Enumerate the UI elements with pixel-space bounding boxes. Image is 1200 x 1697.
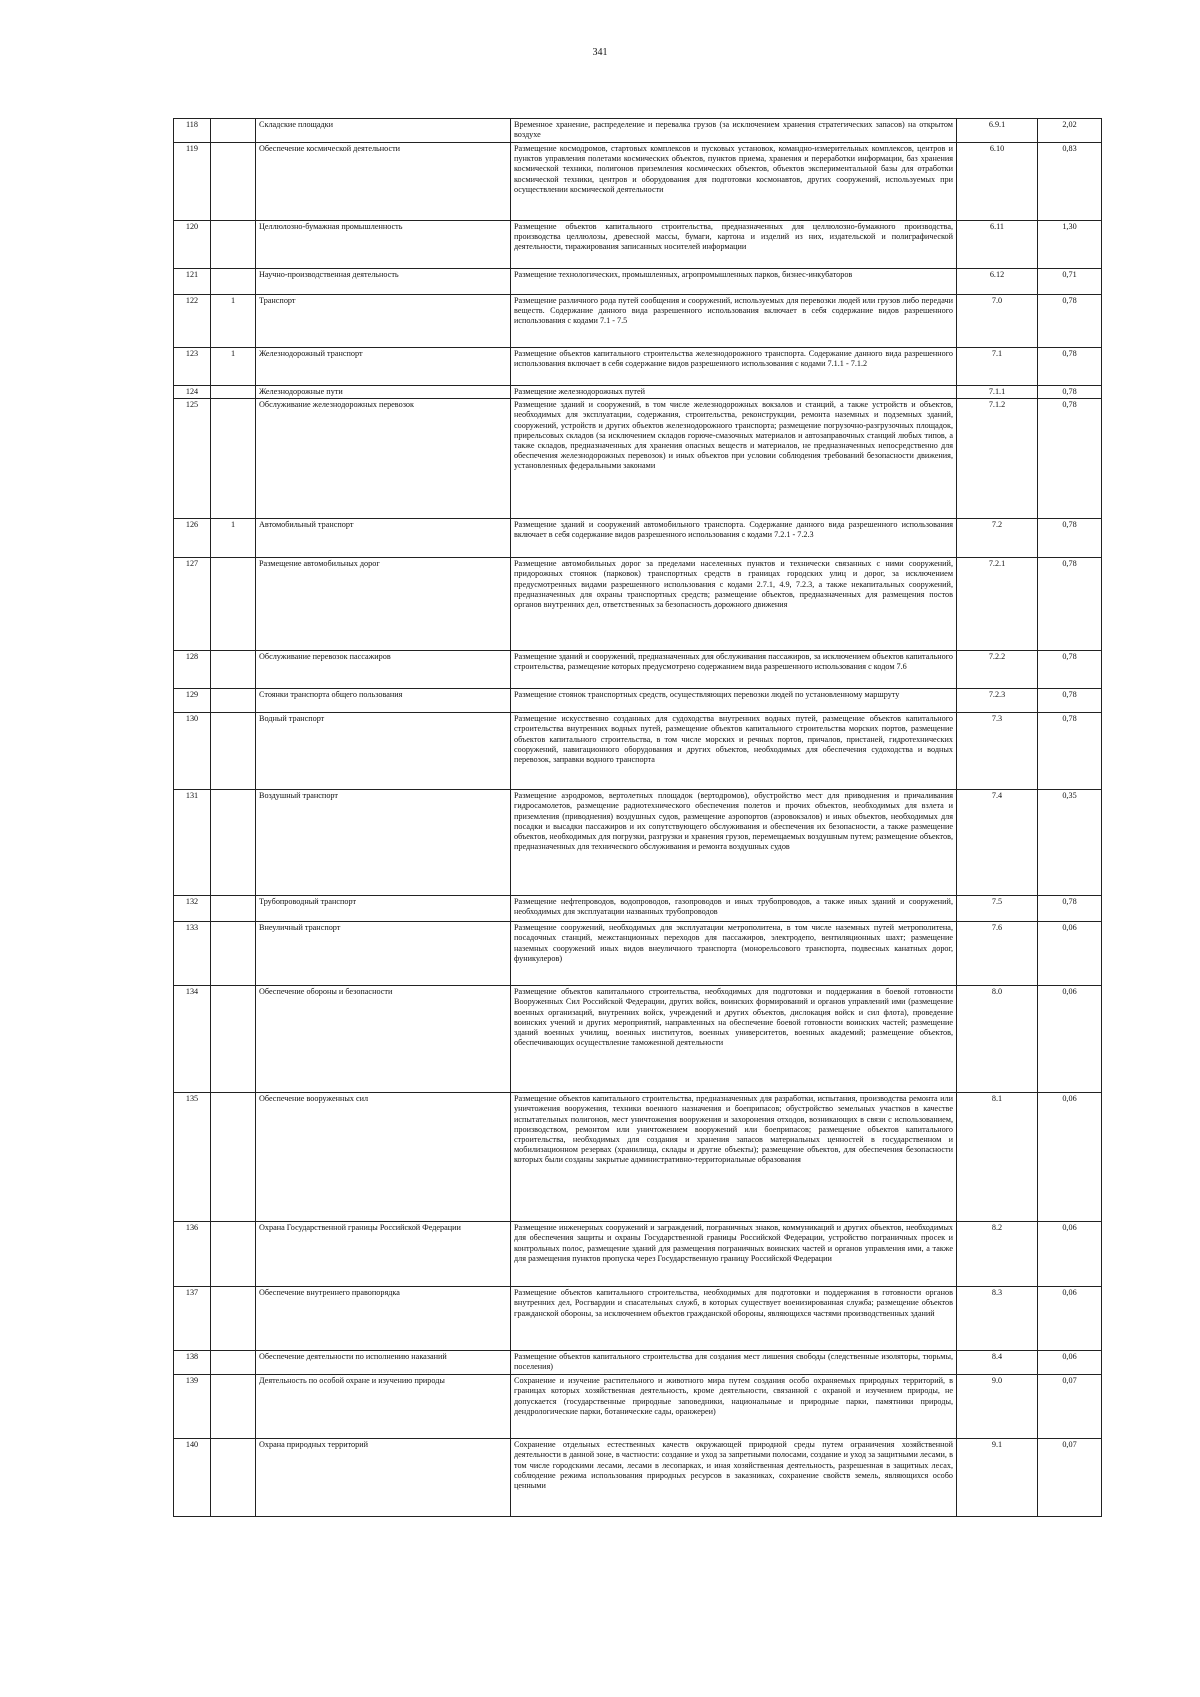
- row-number: 131: [174, 790, 211, 896]
- use-type-description: Размещение объектов капитального строительства для создания мест лишения свободы (следственные изоляторы, тюрьмы, поселения): [511, 1351, 957, 1375]
- use-type-description: Размещение железнодорожных путей: [511, 386, 957, 399]
- row-level: [211, 269, 256, 295]
- use-type-code: 7.4: [957, 790, 1038, 896]
- row-level: [211, 1093, 256, 1222]
- use-type-code: 7.5: [957, 896, 1038, 922]
- coefficient-value: 0,83: [1038, 143, 1102, 221]
- row-number: 130: [174, 713, 211, 790]
- row-level: [211, 713, 256, 790]
- use-type-name: Целлюлозно-бумажная промышленность: [256, 221, 511, 269]
- row-number: 138: [174, 1351, 211, 1375]
- use-type-name: Транспорт: [256, 295, 511, 348]
- use-type-code: 7.3: [957, 713, 1038, 790]
- row-level: [211, 986, 256, 1093]
- use-type-description: Размещение автомобильных дорог за пределами населенных пунктов и технически связанных с ними сооружений, придорожных стоянок (парковок) транспортных средств в границах городских улиц и дорог, за исключением предусмотренных видами разрешенного использования с кодами 2.7.1, 4.9, 7.2.3, а также некапитальных сооружений, предназначенных для охраны транспортных средств; размещение объектов, предназначенных для размещения постов органов внутренних дел, ответственных за безопасность дорожного движения: [511, 558, 957, 651]
- coefficient-value: 0,06: [1038, 1093, 1102, 1222]
- row-level: 1: [211, 519, 256, 558]
- coefficient-value: 2,02: [1038, 119, 1102, 143]
- row-level: [211, 1439, 256, 1517]
- row-level: [211, 119, 256, 143]
- use-type-code: 6.10: [957, 143, 1038, 221]
- table-row: [174, 143, 1102, 221]
- row-level: [211, 1222, 256, 1287]
- coefficient-value: 0,06: [1038, 1351, 1102, 1375]
- use-type-name: Научно-производственная деятельность: [256, 269, 511, 295]
- coefficient-value: 0,78: [1038, 399, 1102, 519]
- table-row: [174, 896, 1102, 922]
- use-type-name: Обслуживание железнодорожных перевозок: [256, 399, 511, 519]
- use-type-code: 8.1: [957, 1093, 1038, 1222]
- use-type-description: Временное хранение, распределение и перевалка грузов (за исключением хранения стратегических запасов) на открытом воздухе: [511, 119, 957, 143]
- use-type-description: Размещение зданий и сооружений автомобильного транспорта. Содержание данного вида разрешенного использования включает в себя содержание видов разрешенного использования с кодами 7.2.1 - 7.2.3: [511, 519, 957, 558]
- row-level: [211, 399, 256, 519]
- table-row: [174, 1093, 1102, 1222]
- use-type-name: Охрана природных территорий: [256, 1439, 511, 1517]
- table-row: [174, 119, 1102, 143]
- use-type-description: Размещение зданий и сооружений, предназначенных для обслуживания пассажиров, за исключением объектов капитального строительства, размещение которых предусмотрено содержанием вида разрешенного использования с кодом 7.6: [511, 651, 957, 689]
- row-level: [211, 558, 256, 651]
- row-number: 127: [174, 558, 211, 651]
- use-type-code: 7.1.2: [957, 399, 1038, 519]
- use-type-name: Деятельность по особой охране и изучению природы: [256, 1375, 511, 1439]
- use-type-description: Размещение объектов капитального строительства, предназначенных для целлюлозно-бумажного производства, производства целлюлозы, древесной массы, бумаги, картона и изделий из них, издательской и полиграфической деятельности, тиражирования записанных носителей информации: [511, 221, 957, 269]
- use-type-name: Охрана Государственной границы Российской Федерации: [256, 1222, 511, 1287]
- table-row: [174, 1351, 1102, 1375]
- coefficient-value: 0,78: [1038, 295, 1102, 348]
- table-row: [174, 399, 1102, 519]
- use-type-code: 7.0: [957, 295, 1038, 348]
- row-number: 126: [174, 519, 211, 558]
- coefficient-value: 0,06: [1038, 922, 1102, 986]
- row-number: 118: [174, 119, 211, 143]
- table-row: [174, 1222, 1102, 1287]
- use-type-description: Размещение космодромов, стартовых комплексов и пусковых установок, командно-измерительных комплексов, центров и пунктов управления полетами космических объектов, пунктов приема, хранения и переработки информации, баз хранения космической техники, полигонов приземления космических объектов, объектов экспериментальной базы для отработки космической техники, центров и оборудования для подготовки космонавтов, других сооружений, используемых при осуществлении космической деятельности: [511, 143, 957, 221]
- coefficient-value: 0,78: [1038, 386, 1102, 399]
- use-type-code: 9.0: [957, 1375, 1038, 1439]
- use-type-description: Размещение объектов капитального строительства, предназначенных для разработки, испытания, производства ремонта или уничтожения вооружения, техники военного назначения и боеприпасов; обустройство земельных участков в качестве испытательных полигонов, мест уничтожения вооружения и захоронения отходов, возникающих в связи с использованием, производством, ремонтом или уничтожением вооружений или боеприпасов; размещение объектов капитального строительства, необходимых для создания и хранения запасов материальных ценностей в государственном и мобилизационном резервах (хранилища, склады и другие объекты); размещение объектов, для обеспечения безопасности которых были созданы закрытые административно-территориальные образования: [511, 1093, 957, 1222]
- row-level: [211, 1375, 256, 1439]
- table-body: [174, 119, 1102, 1517]
- coefficient-value: 0,06: [1038, 1222, 1102, 1287]
- table-row: [174, 348, 1102, 386]
- row-number: 120: [174, 221, 211, 269]
- use-type-description: Размещение объектов капитального строительства, необходимых для подготовки и поддержания в готовности органов внутренних дел, Росгвардии и спасательных служб, в которых существует военизированная служба; размещение объектов гражданской обороны, за исключением объектов гражданской обороны, являющихся частями производственных зданий: [511, 1287, 957, 1351]
- use-type-code: 7.2.3: [957, 689, 1038, 713]
- use-type-description: Размещение инженерных сооружений и заграждений, пограничных знаков, коммуникаций и других объектов, необходимых для обеспечения защиты и охраны Государственной границы Российской Федерации, устройство пограничных просек и контрольных полос, размещение зданий для размещения пограничных воинских частей и органов управления ими, а также для размещения пунктов пропуска через Государственную границу Российской Федерации: [511, 1222, 957, 1287]
- coefficient-value: 0,35: [1038, 790, 1102, 896]
- table-row: [174, 1375, 1102, 1439]
- use-type-description: Размещение зданий и сооружений, в том числе железнодорожных вокзалов и станций, а также устройств и объектов, необходимых для эксплуатации, содержания, строительства, реконструкции, ремонта наземных и подземных зданий, сооружений, устройств и других объектов железнодорожного транспорта; размещение погрузочно-разгрузочных площадок, прирельсовых складов (за исключением складов горюче-смазочных материалов и автозаправочных станций любых типов, а также складов, предназначенных для хранения опасных веществ и материалов, не предназначенных непосредственно для обеспечения железнодорожных перевозок) и иных объектов при условии соблюдения требований безопасности движения, установленных федеральными законами: [511, 399, 957, 519]
- use-type-code: 7.2.2: [957, 651, 1038, 689]
- use-type-name: Стоянки транспорта общего пользования: [256, 689, 511, 713]
- use-type-description: Размещение объектов капитального строительства, необходимых для подготовки и поддержания в боевой готовности Вооруженных Сил Российской Федерации, других войск, воинских формирований и органов управлений ими (размещение военных организаций, внутренних войск, учреждений и других объектов, дислокация войск и сил флота), проведение воинских учений и других мероприятий, направленных на обеспечение боевой готовности воинских частей; размещение зданий военных училищ, военных институтов, военных университетов, военных академий; размещение объектов, обеспечивающих осуществление таможенной деятельности: [511, 986, 957, 1093]
- coefficient-value: 0,78: [1038, 651, 1102, 689]
- row-level: [211, 922, 256, 986]
- use-type-description: Размещение объектов капитального строительства железнодорожного транспорта. Содержание данного вида разрешенного использования включает в себя содержание видов разрешенного использования с кодами 7.1.1 - 7.1.2: [511, 348, 957, 386]
- row-level: [211, 689, 256, 713]
- table-row: [174, 986, 1102, 1093]
- use-type-code: 7.1.1: [957, 386, 1038, 399]
- page-number: 341: [592, 47, 608, 58]
- use-type-code: 7.6: [957, 922, 1038, 986]
- coefficient-value: 0,78: [1038, 689, 1102, 713]
- row-level: [211, 221, 256, 269]
- row-number: 133: [174, 922, 211, 986]
- row-number: 137: [174, 1287, 211, 1351]
- use-type-description: Размещение различного рода путей сообщения и сооружений, используемых для перевозки людей или грузов либо передачи веществ. Содержание данного вида разрешенного использования включает в себя содержание видов разрешенного использования с кодами 7.1 - 7.5: [511, 295, 957, 348]
- coefficient-value: 0,06: [1038, 1287, 1102, 1351]
- coefficient-value: 0,78: [1038, 896, 1102, 922]
- coefficient-value: 0,78: [1038, 558, 1102, 651]
- use-type-name: Воздушный транспорт: [256, 790, 511, 896]
- use-type-description: Размещение аэродромов, вертолетных площадок (вертодромов), обустройство мест для приводнения и причаливания гидросамолетов, размещение радиотехнического обеспечения полетов и прочих объектов, необходимых для взлета и приземления (приводнения) воздушных судов, размещение аэропортов (аэровокзалов) и иных объектов, необходимых для посадки и высадки пассажиров и их сопутствующего обслуживания и обеспечения их безопасности, а также размещение объектов, необходимых для погрузки, разгрузки и хранения грузов, перемещаемых воздушным путем; размещение объектов, предназначенных для технического обслуживания и ремонта воздушных судов: [511, 790, 957, 896]
- use-type-code: 7.1: [957, 348, 1038, 386]
- table-row: [174, 651, 1102, 689]
- row-level: [211, 651, 256, 689]
- row-number: 125: [174, 399, 211, 519]
- use-type-name: Водный транспорт: [256, 713, 511, 790]
- row-number: 123: [174, 348, 211, 386]
- use-type-code: 8.3: [957, 1287, 1038, 1351]
- row-number: 124: [174, 386, 211, 399]
- table-row: [174, 558, 1102, 651]
- table-row: [174, 790, 1102, 896]
- use-type-name: Обеспечение космической деятельности: [256, 143, 511, 221]
- use-type-code: 6.11: [957, 221, 1038, 269]
- table-row: [174, 519, 1102, 558]
- row-number: 122: [174, 295, 211, 348]
- use-type-code: 6.12: [957, 269, 1038, 295]
- row-level: 1: [211, 295, 256, 348]
- coefficient-value: 0,07: [1038, 1439, 1102, 1517]
- table-row: [174, 922, 1102, 986]
- row-level: [211, 143, 256, 221]
- use-type-description: Сохранение отдельных естественных качеств окружающей природной среды путем ограничения хозяйственной деятельности в данной зоне, в частности: создание и уход за запретными полосами, создание и уход за защитными лесами, в том числе городскими лесами, лесами в лесопарках, и иная хозяйственная деятельность, разрешенная в защитных лесах, соблюдение режима использования природных ресурсов в заказниках, сохранение свойств земель, являющихся особо ценными: [511, 1439, 957, 1517]
- row-level: [211, 1351, 256, 1375]
- use-type-description: Размещение искусственно созданных для судоходства внутренних водных путей, размещение объектов капитального строительства внутренних водных путей, размещение объектов капитального строительства морских портов, размещение объектов капитального строительства, в том числе морских и речных портов, причалов, пристаней, гидротехнических сооружений, навигационного оборудования и других объектов, необходимых для обеспечения судоходства и водных перевозок, заправки водного транспорта: [511, 713, 957, 790]
- use-type-name: Обслуживание перевозок пассажиров: [256, 651, 511, 689]
- use-type-code: 6.9.1: [957, 119, 1038, 143]
- row-number: 135: [174, 1093, 211, 1222]
- use-type-name: Обеспечение вооруженных сил: [256, 1093, 511, 1222]
- use-type-name: Обеспечение обороны и безопасности: [256, 986, 511, 1093]
- use-type-name: Обеспечение внутреннего правопорядка: [256, 1287, 511, 1351]
- use-type-code: 8.0: [957, 986, 1038, 1093]
- row-number: 140: [174, 1439, 211, 1517]
- use-type-description: Размещение сооружений, необходимых для эксплуатации метрополитена, в том числе наземных путей метрополитена, посадочных станций, межстанционных переходов для пассажиров, электродепо, вентиляционных шахт; размещение наземных сооружений иных видов внеуличного транспорта (монорельсового транспорта, подвесных канатных дорог, фуникулеров): [511, 922, 957, 986]
- row-level: [211, 1287, 256, 1351]
- table-row: [174, 713, 1102, 790]
- use-type-name: Внеуличный транспорт: [256, 922, 511, 986]
- table-row: [174, 295, 1102, 348]
- row-number: 121: [174, 269, 211, 295]
- use-type-description: Размещение стоянок транспортных средств, осуществляющих перевозки людей по установленному маршруту: [511, 689, 957, 713]
- row-number: 119: [174, 143, 211, 221]
- row-number: 134: [174, 986, 211, 1093]
- row-level: [211, 896, 256, 922]
- coefficient-value: 0,78: [1038, 348, 1102, 386]
- use-type-code: 8.4: [957, 1351, 1038, 1375]
- use-type-name: Автомобильный транспорт: [256, 519, 511, 558]
- use-type-description: Размещение технологических, промышленных, агропромышленных парков, бизнес-инкубаторов: [511, 269, 957, 295]
- coefficient-value: 0,06: [1038, 986, 1102, 1093]
- land-use-table: [173, 118, 1102, 1517]
- use-type-code: 7.2: [957, 519, 1038, 558]
- table-row: [174, 689, 1102, 713]
- use-type-description: Размещение нефтепроводов, водопроводов, газопроводов и иных трубопроводов, а также иных зданий и сооружений, необходимых для эксплуатации названных трубопроводов: [511, 896, 957, 922]
- row-level: [211, 386, 256, 399]
- coefficient-value: 1,30: [1038, 221, 1102, 269]
- coefficient-value: 0,78: [1038, 713, 1102, 790]
- use-type-name: Железнодорожные пути: [256, 386, 511, 399]
- row-number: 139: [174, 1375, 211, 1439]
- row-level: 1: [211, 348, 256, 386]
- row-level: [211, 790, 256, 896]
- table-row: [174, 221, 1102, 269]
- use-type-name: Трубопроводный транспорт: [256, 896, 511, 922]
- row-number: 136: [174, 1222, 211, 1287]
- table-row: [174, 269, 1102, 295]
- table-row: [174, 1287, 1102, 1351]
- row-number: 132: [174, 896, 211, 922]
- use-type-name: Размещение автомобильных дорог: [256, 558, 511, 651]
- use-type-name: Обеспечение деятельности по исполнению наказаний: [256, 1351, 511, 1375]
- use-type-description: Сохранение и изучение растительного и животного мира путем создания особо охраняемых природных территорий, в границах которых хозяйственная деятельность, кроме деятельности, связанной с охраной и изучением природы, не допускается (государственные природные заповедники, национальные и природные парки, памятники природы, дендрологические парки, ботанические сады, оранжереи): [511, 1375, 957, 1439]
- use-type-code: 7.2.1: [957, 558, 1038, 651]
- use-type-name: Складские площадки: [256, 119, 511, 143]
- coefficient-value: 0,78: [1038, 519, 1102, 558]
- use-type-code: 8.2: [957, 1222, 1038, 1287]
- coefficient-value: 0,71: [1038, 269, 1102, 295]
- row-number: 128: [174, 651, 211, 689]
- row-number: 129: [174, 689, 211, 713]
- use-type-name: Железнодорожный транспорт: [256, 348, 511, 386]
- use-type-code: 9.1: [957, 1439, 1038, 1517]
- coefficient-value: 0,07: [1038, 1375, 1102, 1439]
- table-row: [174, 386, 1102, 399]
- table-row: [174, 1439, 1102, 1517]
